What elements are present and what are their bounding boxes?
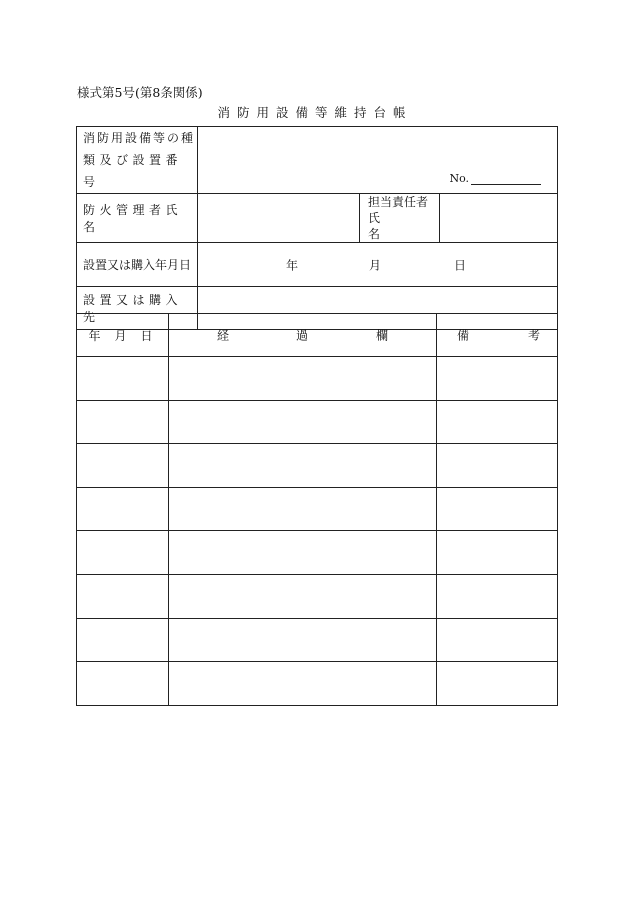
log-remarks-cell[interactable] — [437, 444, 558, 488]
log-progress-cell[interactable] — [169, 400, 437, 444]
col-date-header: 年月日 — [77, 314, 169, 357]
log-row — [77, 618, 558, 662]
log-date-cell[interactable] — [77, 444, 169, 488]
log-date-cell[interactable] — [77, 618, 169, 662]
log-progress-cell[interactable] — [169, 574, 437, 618]
col-progress-char1: 経 — [217, 328, 230, 343]
responsible-label-line2: 氏名 — [368, 211, 407, 241]
responsible-label-line1: 担当責任者 — [368, 195, 429, 209]
equipment-label-line2: 類及び設置番号 — [83, 153, 183, 189]
log-row — [77, 531, 558, 575]
equipment-label-line1: 消防用設備等の種 — [83, 131, 196, 145]
log-progress-cell[interactable] — [169, 357, 437, 401]
date-day: 日 — [454, 258, 467, 272]
date-year: 年 — [286, 258, 299, 272]
no-underline — [471, 173, 541, 185]
fire-manager-field[interactable] — [198, 194, 360, 243]
log-progress-cell[interactable] — [169, 662, 437, 706]
log-date-cell[interactable] — [77, 531, 169, 575]
log-date-cell[interactable] — [77, 574, 169, 618]
document-title: 消防用設備等維持台帳 — [217, 105, 413, 120]
install-date-row — [77, 243, 558, 287]
install-date-label: 設置又は購入年月日 — [77, 243, 198, 287]
vendor-label: 設置又は購入先 — [77, 287, 198, 330]
date-month: 月 — [369, 258, 382, 272]
log-date-cell[interactable] — [77, 662, 169, 706]
header-table — [76, 126, 558, 330]
log-progress-cell[interactable] — [169, 618, 437, 662]
log-progress-cell[interactable] — [169, 531, 437, 575]
equipment-row — [77, 127, 558, 194]
log-row — [77, 574, 558, 618]
log-date-cell[interactable] — [77, 487, 169, 531]
responsible-person-label — [360, 194, 440, 243]
log-progress-cell[interactable] — [169, 444, 437, 488]
log-remarks-cell[interactable] — [437, 574, 558, 618]
log-remarks-cell[interactable] — [437, 400, 558, 444]
log-remarks-cell[interactable] — [437, 662, 558, 706]
log-remarks-cell[interactable] — [437, 618, 558, 662]
serial-number-field[interactable] — [449, 172, 541, 185]
fire-manager-row — [77, 194, 558, 243]
col-progress-char2: 過 — [296, 328, 309, 343]
no-label: No. — [449, 172, 470, 185]
fire-manager-label: 防火管理者氏名 — [77, 194, 198, 243]
log-remarks-cell[interactable] — [437, 357, 558, 401]
log-progress-cell[interactable] — [169, 487, 437, 531]
col-remarks-char2: 考 — [528, 328, 541, 343]
log-row — [77, 444, 558, 488]
log-date-cell[interactable] — [77, 400, 169, 444]
log-row — [77, 357, 558, 401]
log-row — [77, 487, 558, 531]
col-progress-char3: 欄 — [376, 328, 389, 343]
col-remarks-char1: 備 — [457, 328, 470, 343]
log-row — [77, 400, 558, 444]
log-row — [77, 662, 558, 706]
log-date-cell[interactable] — [77, 357, 169, 401]
col-progress-header — [169, 314, 437, 357]
log-header-row — [77, 314, 558, 357]
col-remarks-header — [437, 314, 558, 357]
equipment-type-field[interactable] — [198, 127, 558, 194]
log-body — [77, 357, 558, 706]
log-remarks-cell[interactable] — [437, 487, 558, 531]
responsible-person-field[interactable] — [440, 194, 558, 243]
maintenance-log-table — [76, 313, 558, 706]
equipment-type-label — [77, 127, 198, 194]
install-date-field[interactable] — [198, 243, 558, 287]
log-remarks-cell[interactable] — [437, 531, 558, 575]
form-id: 様式第5号(第8条関係) — [77, 85, 203, 100]
